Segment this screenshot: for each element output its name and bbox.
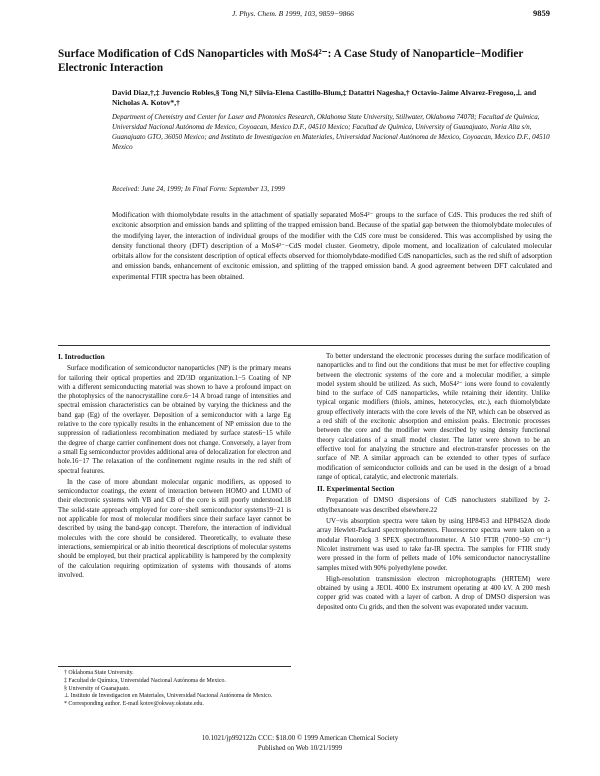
section-heading-introduction: I. Introduction <box>58 352 105 361</box>
page-footer <box>0 734 600 753</box>
article-title: Surface Modification of CdS Nanoparticles with MoS4²⁻: A Case Study of Nanoparticle−Modifier Electronic Interaction <box>58 48 524 74</box>
paragraph: To better understand the electronic processes during the surface modification of nanoparticles and to find out the conditions that must be met for effective coupling between the electronic systems of the core and a molecular modifier, a simple model system should be utilized. As such, MoS4²⁻ ions were found to covalently bind to the surface of CdS nanoparticles, while retaining their identity. Unlike typical organic modifiers (thiols, amines, heterocycles, etc.), each thiomolybdate group effectively interacts with the core levels of the NP, which can be observed as a red shift of the excitonic absorption and emission peaks. Electronic processes between the core and the modifier were described by using density functional theory calculations of a small model cluster. The latter were shown to be an effective tool for analyzing the structure and electron-transfer processes on the surface of NP. A similar approach can be extended to other types of surface modification of semiconductor colloids and can be used in the design of a broad range of optical, catalytic, and electronic materials. <box>317 353 550 481</box>
section-divider <box>58 345 550 346</box>
footnote: § University of Guanajuato. <box>64 685 130 692</box>
paragraph: Preparation of DMSO dispersions of CdS nanoclusters stabilized by 2-ethylhexanoate was described elsewhere.22 <box>317 497 550 514</box>
paragraph: In the case of more abundant molecular organic modifiers, as opposed to semiconductor coatings, the extent of interaction between HOMO and LUMO of their electronic systems with VB and CB of the core is still poorly understood.18 The solid-state approach employed for core−shell semiconductor systems19−21 is not applicable for most of molecular modifiers since their surface layer cannot be described by using the band-gap concept. Therefore, the interaction of individual molecules with the core should be considered. Theoretically, to evaluate these interactions, semiempirical or ab initio theoretical descriptions of molecular systems should be employed, but their practical applicability is hampered by the complexity of the calculation requiring optimization of systems with thousands of atoms involved. <box>58 478 291 579</box>
author-list: David Diaz,†,‡ Juvencio Robles,§ Tong Ni,† Silvia-Elena Castillo-Blum,‡ Datattri Nagesha,† Octavio-Jaime Alvarez-Fregoso,⊥ and Nicholas A. Kotov*,† <box>112 88 537 108</box>
received-dates: Received: June 24, 1999; In Final Form: September 13, 1999 <box>112 185 285 193</box>
journal-citation: J. Phys. Chem. B 1999, 103, 9859−9866 <box>232 9 354 18</box>
paragraph: UV−vis absorption spectra were taken by using HP8453 and HP8452A diode array Hewlett-Packard spectrophotometers. Fluorescence spectra were taken on a modular Fluorolog 3 SPEX spectrofluorometer. A 510 FTIR (7000−50 cm⁻¹) Nicolet instrument was used to take far-IR spectra. The samples for FTIR study were pressed in the form of pellets made of 10% semiconductor nanocrystalline samples mixed with 90% polyethylene powder. <box>317 518 550 572</box>
left-column <box>58 352 291 582</box>
abstract: Modification with thiomolybdate results in the attachment of spatially separated MoS4²⁻ groups to the surface of CdS. This produces the red shift of excitonic absorption and emission bands and splitting of the trapped emission band. Because of the spatial gap between the thiomolybdate molecules of the modifying layer, the interaction of individual groups of the modifier with the CdS core must be considered. This was accomplished by using the density functional theory (DFT) description of a MoS4²⁻−CdS model cluster. Geometry, dipole moment, and localization of calculated molecular orbitals allow for the consistent description of optical effects observed for thiomolybdate-modified CdS nanoparticles, such as the red shift of adsorption and emission bands, enhancement of excitonic emission, and splitting of the trapped emission band. A good agreement between DFT calculated and experimental FTIR spectra has been obtained. <box>112 211 552 281</box>
page-number: 9859 <box>533 8 550 18</box>
footnote: ‡ Facultad de Química, Universidad Nacional Autónoma de Mexico. <box>64 677 226 684</box>
footnote: * Corresponding author. E-mail kotov@okway.okstate.edu. <box>64 701 204 708</box>
affiliations: Department of Chemistry and Center for Laser and Photonics Research, Oklahoma State University, Stillwater, Oklahoma 74078; Facultad de Química, Universidad Nacional Autónoma de Mexico, Coyoacan, Mexico D.F., 04510 Mexico; Facultad de Química, University of Guanajuato, Noria Alta s/n, Guanajuato GTO, 36050 Mexico; and Instituto de Investigacion en Materiales, Universidad Nacional Autónoma de Mexico, Coyoacan, Mexico D.F., 04510 Mexico <box>112 113 550 151</box>
paragraph: High-resolution transmission electron microphotographs (HRTEM) were obtained by using a JEOL 4000 Ex instrument operating at 400 kV. A 200 mesh copper grid was coated with a layer of carbon. A drop of DMSO dispersion was deposited onto Cu grids, and then the solvent was evaporated under vacuum. <box>317 575 550 611</box>
footnotes <box>58 666 291 709</box>
publication-date-line: Published on Web 10/21/1999 <box>257 743 343 752</box>
footnote: † Oklahoma State University. <box>64 670 134 676</box>
doi-copyright-line: 10.1021/jp992122n CCC: $18.00 © 1999 American Chemical Society <box>201 734 399 742</box>
right-column <box>317 352 550 614</box>
paragraph: Surface modification of semiconductor nanoparticles (NP) is the primary means for tailoring their optical properties and 2D/3D organization.1−5 Coating of NP with a different semiconducting material was shown to have a profound impact on the photophysics of the nanocrystalline core.6−14 A broad range of intensities and spectral emission characteristics can be obtained by varying the thickness and the band gap (Eg) of the overlayer. Deposition of a semiconductor with a large Eg relative to the core typically results in the enhancement of NP emission due to the suppression of radiationless recombination mediated by surface states6−15 while the degree of charge carrier confinement does not change. Conversely, a layer from a small Eg semiconductor provides additional area of delocalization for electron and hole.16−17 The relaxation of the confinement regime results in the red shift of spectral features. <box>58 365 291 475</box>
footnote: ⊥ Instituto de Investigacion en Materiales, Universidad Nacional Autónoma de Mexico. <box>64 693 273 700</box>
section-heading-experimental: II. Experimental Section <box>317 484 395 494</box>
running-header <box>0 8 600 22</box>
